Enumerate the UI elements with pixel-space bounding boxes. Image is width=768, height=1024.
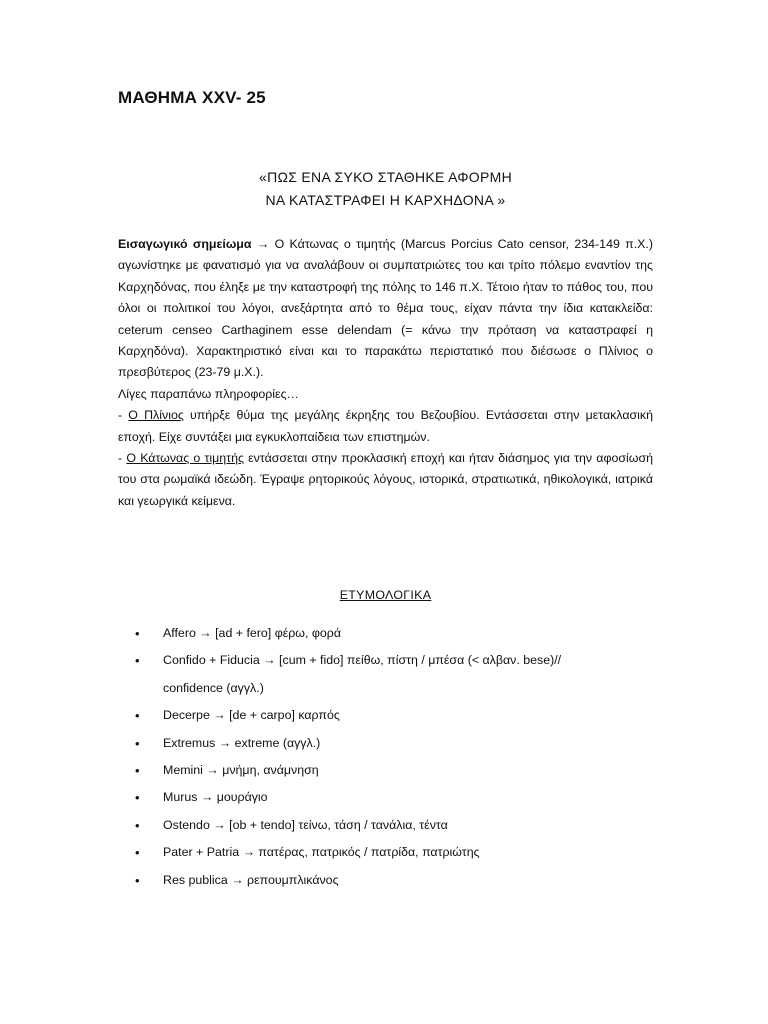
- etymology-item: [135, 757, 655, 784]
- latin-word: Affero: [163, 626, 200, 640]
- derived-words: μνήμη, ανάμνηση: [218, 763, 319, 778]
- derived-words: πατέρας, πατρικός / πατρίδα, πατριώτης: [254, 845, 480, 860]
- bullet-icon: •: [135, 653, 140, 669]
- bullet-icon: •: [135, 845, 140, 861]
- etymology-heading: ΕΤΥΜΟΛΟΓΙΚΑ: [339, 588, 432, 602]
- derived-words: [ob + tendo] τείνω, τάση / τανάλια, τέντα: [225, 817, 448, 832]
- intro-label: Εισαγωγικό σημείωμα: [118, 237, 252, 251]
- pliny-name: Ο Πλίνιος: [128, 408, 184, 423]
- bullet-icon: •: [135, 763, 140, 779]
- etymology-item: [135, 784, 655, 811]
- bullet-icon: •: [135, 626, 140, 641]
- arrow-icon: →: [231, 872, 244, 887]
- derived-words: [de + carpo] καρπός: [225, 708, 340, 723]
- cato-name: Ο Κάτωνας ο τιμητής: [126, 451, 244, 466]
- pliny-text: υπήρξε θύμα της μεγάλης έκρηξης του Βεζουβίου. Εντάσσεται στην μετακλασική εποχή. Είχε συντάξει μια εγκυκλοπαίδεια των επιστημών.: [118, 408, 653, 444]
- dash: -: [118, 451, 127, 466]
- dash: -: [118, 408, 129, 423]
- bullet-icon: •: [135, 817, 140, 833]
- etymology-item: [135, 675, 655, 702]
- intro-paragraph: [118, 234, 653, 384]
- arrow-icon: →: [242, 845, 255, 860]
- latin-word: Murus: [163, 790, 201, 805]
- latin-word: Res publica: [163, 872, 232, 887]
- cato-paragraph: [118, 448, 653, 512]
- intro-section: [118, 234, 653, 512]
- latin-word: Memini: [163, 763, 207, 778]
- bullet-icon: •: [135, 735, 140, 751]
- etymology-item: [135, 867, 655, 894]
- bullet-icon: •: [135, 872, 140, 888]
- arrow-icon: →: [213, 708, 226, 723]
- latin-word: Decerpe: [163, 708, 214, 723]
- etymology-list: [135, 620, 655, 894]
- etymology-item: [135, 647, 655, 674]
- pliny-paragraph: [118, 405, 653, 448]
- lesson-title: ΜΑΘΗΜΑ XXV- 25: [118, 88, 266, 107]
- latin-word: Pater + Patria: [163, 845, 243, 860]
- arrow-icon: →: [213, 817, 226, 832]
- arrow-icon: →: [206, 763, 219, 778]
- arrow-icon: →: [263, 653, 276, 668]
- intro-text: Ο Κάτωνας ο τιμητής (Marcus Porcius Cato censor, 234-149 π.Χ.) αγωνίστηκε με φανατισμό για να αναλάβουν οι συμπατριώτες του και τρίτο πόλεμο εναντίον της Καρχηδόνας, που έληξε με την καταστροφή της πόλης το 146 π.Χ. Τέτοιο ήταν το πάθος του, που όλοι οι πολιτικοί του λόγοι, ανεξάρτητα από το θέμα τους, είχαν πάντα την ίδια κατακλείδα: ceterum censeo Carthaginem esse delendam (= κάνω την πρόταση να καταστραφεί η Καρχηδόνα). Χαρακτηριστικό είναι και το παρακάτω περιστατικό που διέσωσε ο Πλίνιος ο πρεσβύτερος (23-79 μ.Χ.).: [118, 237, 653, 380]
- derived-words: ρεπουμπλικάνος: [243, 872, 339, 887]
- derived-words: μουράγιο: [213, 790, 268, 805]
- arrow-icon: →: [200, 790, 214, 805]
- derived-words: [ad + fero] φέρω, φορά: [211, 626, 341, 640]
- arrow-icon: →: [256, 237, 270, 251]
- more-info-line: Λίγες παραπάνω πληροφορίες…: [118, 386, 299, 401]
- etymology-item: [135, 620, 655, 647]
- document-title: [118, 166, 653, 212]
- latin-word: Confido + Fiducia: [163, 653, 264, 668]
- latin-word: Extremus: [163, 735, 219, 750]
- document-title-line-1: «ΠΩΣ ΕΝΑ ΣΥΚΟ ΣΤΑΘΗΚΕ ΑΦΟΡΜΗ: [259, 169, 512, 185]
- arrow-icon: →: [218, 735, 232, 750]
- etymology-item: [135, 839, 655, 866]
- cato-text: εντάσσεται στην προκλασική εποχή και ήταν διάσημος για την αφοσίωσή του στα ρωμαϊκά ιδεώδη. Έγραψε ρητορικούς λόγους, ιστορικά, στρατιωτικά, ηθικολογικά, ιατρικά και γεωργικά κείμενα.: [118, 451, 653, 508]
- etymology-item: [135, 702, 655, 729]
- document-title-line-2: ΝΑ ΚΑΤΑΣΤΡΑΦΕΙ Η ΚΑΡΧΗΔΟΝΑ »: [265, 192, 506, 208]
- arrow-icon: →: [199, 626, 212, 640]
- etymology-item: [135, 730, 655, 757]
- etymology-item: [135, 812, 655, 839]
- bullet-icon: •: [135, 708, 140, 724]
- derived-words: confidence (αγγλ.): [163, 680, 264, 695]
- derived-words: [cum + fido] πείθω, πίστη / μπέσα (< αλβαν. bese)//: [275, 653, 562, 668]
- bullet-icon: •: [135, 790, 140, 806]
- derived-words: extreme (αγγλ.): [231, 735, 321, 750]
- latin-word: Ostendo: [163, 817, 214, 832]
